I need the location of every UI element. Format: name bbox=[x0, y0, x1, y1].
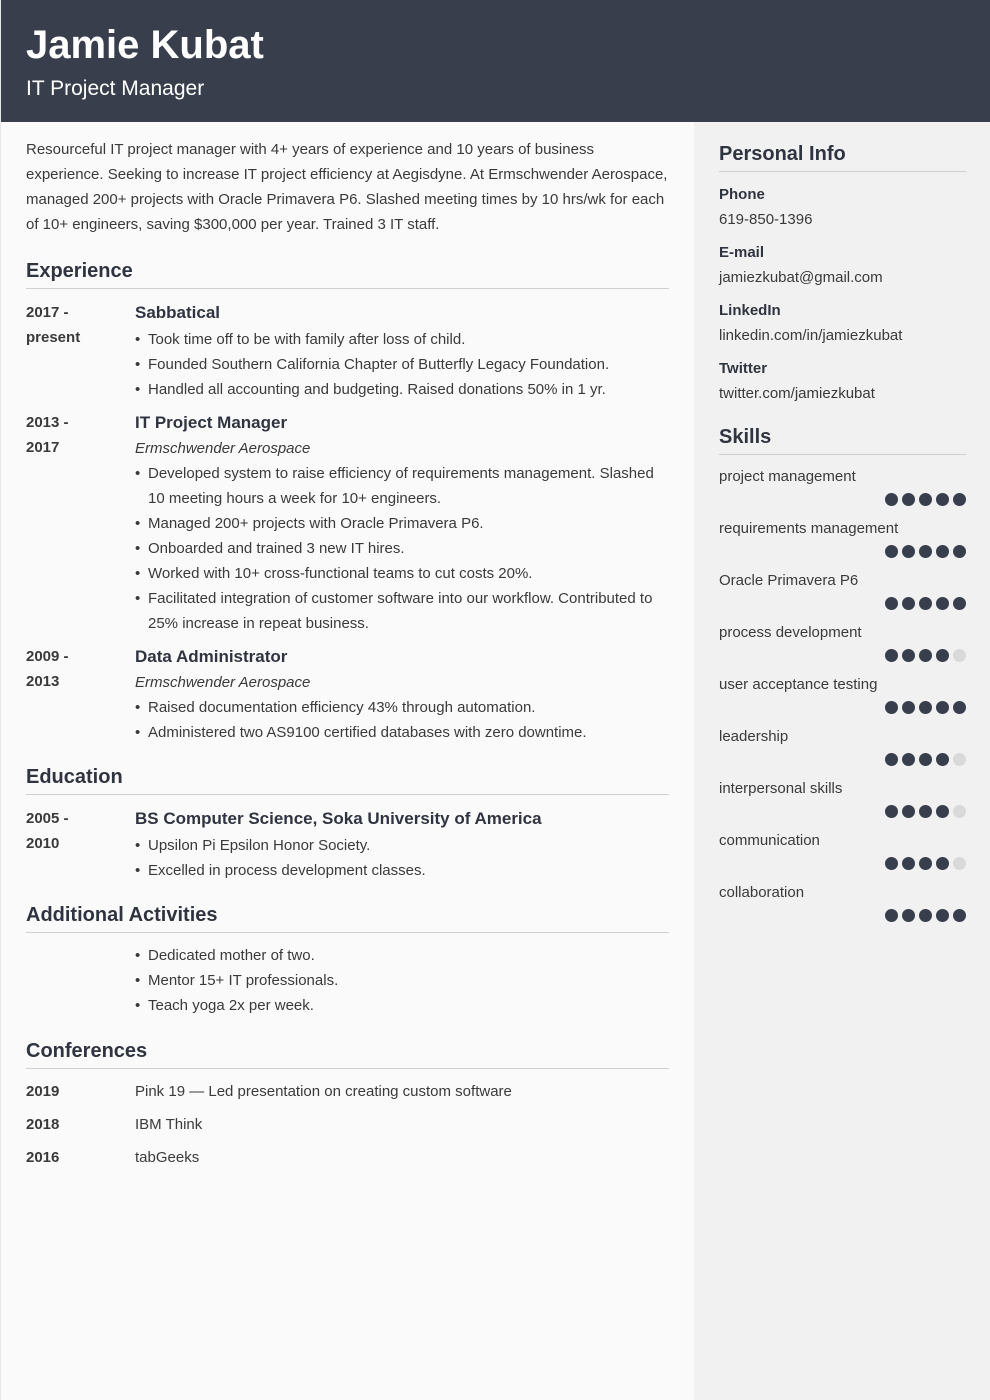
skill-name: interpersonal skills bbox=[719, 780, 843, 797]
rating-dot-filled bbox=[885, 909, 898, 922]
bullet-item: • Facilitated integration of customer software into our workflow. Contributed to 25% increase in repeat business. bbox=[135, 586, 669, 636]
education-heading: Education bbox=[26, 764, 669, 795]
rating-dot-filled bbox=[902, 857, 915, 870]
conference-text: tabGeeks bbox=[135, 1149, 200, 1166]
resume-header bbox=[1, 0, 990, 122]
bullet-item: • Worked with 10+ cross-functional teams to cut costs 20%. bbox=[135, 561, 669, 586]
summary: Resourceful IT project manager with 4+ years of experience and 10 years of business experience. Seeking to increase IT project efficiency at Aegisdyne. At Ermschwender Aerospace, managed 200+ projects with Oracle Primavera P6. Slashed meeting times by 10 hrs/wk for each of 10+ engineers, saving $300,000 per year. Trained 3 IT staff. bbox=[26, 141, 668, 233]
experience-entry bbox=[26, 300, 669, 402]
rating-dot-filled bbox=[953, 701, 966, 714]
skill-name: Oracle Primavera P6 bbox=[719, 572, 859, 589]
skill-rating bbox=[719, 493, 966, 506]
twitter-label: Twitter bbox=[719, 360, 768, 377]
phone-value: 619-850-1396 bbox=[719, 211, 813, 228]
skill-name: process development bbox=[719, 624, 862, 641]
skill-name: user acceptance testing bbox=[719, 676, 878, 693]
main-column bbox=[26, 122, 669, 1168]
bullet-item: • Dedicated mother of two. bbox=[135, 943, 669, 968]
entry-date bbox=[26, 300, 135, 402]
rating-dot-filled bbox=[953, 597, 966, 610]
skill-rating bbox=[719, 545, 966, 558]
bullet-item: • Founded Southern California Chapter of Butterfly Legacy Foundation. bbox=[135, 352, 669, 377]
sidebar bbox=[694, 122, 990, 1400]
company-name: Ermschwender Aerospace bbox=[135, 674, 311, 691]
personal-info-heading: Personal Info bbox=[719, 141, 966, 172]
rating-dot-filled bbox=[936, 909, 949, 922]
skill-name: collaboration bbox=[719, 884, 805, 901]
rating-dot-filled bbox=[953, 545, 966, 558]
job-title: IT Project Manager bbox=[135, 413, 288, 432]
entry-date bbox=[26, 410, 135, 636]
bullet-item: • Mentor 15+ IT professionals. bbox=[135, 968, 669, 993]
entry-date-end: 2010 bbox=[26, 835, 60, 852]
rating-dot-filled bbox=[919, 649, 932, 662]
skill-rating bbox=[719, 805, 966, 818]
skills-section bbox=[719, 424, 966, 922]
email-value: jamiezkubat@gmail.com bbox=[719, 269, 883, 286]
bullet-item: • Excelled in process development classes. bbox=[135, 858, 669, 883]
conference-item bbox=[26, 1148, 669, 1168]
conference-year: 2018 bbox=[26, 1116, 60, 1133]
rating-dot-filled bbox=[902, 753, 915, 766]
linkedin-value: linkedin.com/in/jamiezkubat bbox=[719, 327, 903, 344]
skill-item bbox=[719, 727, 966, 766]
bullet-item: • Administered two AS9100 certified databases with zero downtime. bbox=[135, 720, 669, 745]
rating-dot-filled bbox=[885, 649, 898, 662]
skill-rating bbox=[719, 857, 966, 870]
bullet-list bbox=[135, 943, 669, 1018]
rating-dot-empty bbox=[953, 753, 966, 766]
conference-text: IBM Think bbox=[135, 1116, 203, 1133]
rating-dot-filled bbox=[919, 597, 932, 610]
rating-dot-filled bbox=[936, 493, 949, 506]
rating-dot-filled bbox=[936, 649, 949, 662]
entry-content bbox=[135, 300, 669, 402]
bullet-item: • Raised documentation efficiency 43% through automation. bbox=[135, 695, 669, 720]
skill-item bbox=[719, 467, 966, 506]
activities-heading: Additional Activities bbox=[26, 902, 669, 933]
entry-date-end: 2017 bbox=[26, 439, 60, 456]
skills-heading: Skills bbox=[719, 424, 966, 455]
skill-rating bbox=[719, 753, 966, 766]
education-entry bbox=[26, 806, 669, 883]
skill-item bbox=[719, 831, 966, 870]
conferences-heading: Conferences bbox=[26, 1038, 669, 1069]
entry-date bbox=[26, 644, 135, 745]
rating-dot-filled bbox=[885, 753, 898, 766]
entry-date-end: 2013 bbox=[26, 673, 60, 690]
entry-date bbox=[26, 806, 135, 883]
rating-dot-empty bbox=[953, 805, 966, 818]
phone-label: Phone bbox=[719, 186, 765, 203]
job-title: Data Administrator bbox=[135, 647, 288, 666]
skill-name: requirements management bbox=[719, 520, 899, 537]
entry-date-start: 2017 - bbox=[26, 304, 69, 321]
skill-item bbox=[719, 623, 966, 662]
rating-dot-filled bbox=[936, 597, 949, 610]
rating-dot-filled bbox=[936, 701, 949, 714]
entry-date-end: present bbox=[26, 329, 81, 346]
activities-section bbox=[26, 902, 669, 1018]
rating-dot-filled bbox=[936, 753, 949, 766]
skill-rating bbox=[719, 649, 966, 662]
education-section bbox=[26, 764, 669, 883]
entry-content bbox=[135, 806, 669, 883]
rating-dot-filled bbox=[953, 493, 966, 506]
conference-item bbox=[26, 1082, 669, 1102]
bullet-item: • Developed system to raise efficiency of requirements management. Slashed 10 meeting hours a week for 10+ engineers. bbox=[135, 461, 669, 511]
entry-date-start: 2009 - bbox=[26, 648, 69, 665]
entry-content bbox=[135, 644, 669, 745]
twitter-value: twitter.com/jamiezkubat bbox=[719, 385, 875, 402]
entry-content bbox=[135, 410, 669, 636]
rating-dot-filled bbox=[885, 493, 898, 506]
rating-dot-filled bbox=[919, 805, 932, 818]
bullet-item: • Teach yoga 2x per week. bbox=[135, 993, 669, 1018]
conferences-section bbox=[26, 1038, 669, 1168]
rating-dot-filled bbox=[902, 909, 915, 922]
skill-rating bbox=[719, 909, 966, 922]
skills-list bbox=[719, 467, 966, 922]
rating-dot-empty bbox=[953, 649, 966, 662]
rating-dot-filled bbox=[919, 493, 932, 506]
experience-section bbox=[26, 258, 669, 745]
entry-date-start: 2005 - bbox=[26, 810, 69, 827]
rating-dot-filled bbox=[902, 701, 915, 714]
entry-content bbox=[135, 943, 669, 1018]
rating-dot-filled bbox=[902, 545, 915, 558]
conference-item bbox=[26, 1115, 669, 1135]
company-name: Ermschwender Aerospace bbox=[135, 440, 311, 457]
bullet-list bbox=[135, 833, 669, 883]
skill-item bbox=[719, 519, 966, 558]
bullet-item: • Upsilon Pi Epsilon Honor Society. bbox=[135, 833, 669, 858]
rating-dot-filled bbox=[885, 597, 898, 610]
rating-dot-filled bbox=[885, 701, 898, 714]
candidate-title: IT Project Manager bbox=[26, 77, 205, 100]
conference-year: 2019 bbox=[26, 1083, 60, 1100]
bullet-item: • Managed 200+ projects with Oracle Primavera P6. bbox=[135, 511, 669, 536]
bullet-list bbox=[135, 461, 669, 636]
conference-year: 2016 bbox=[26, 1149, 60, 1166]
skill-name: leadership bbox=[719, 728, 789, 745]
bullet-list bbox=[135, 327, 669, 402]
conference-text: Pink 19 — Led presentation on creating custom software bbox=[135, 1083, 512, 1100]
rating-dot-empty bbox=[953, 857, 966, 870]
linkedin-label: LinkedIn bbox=[719, 302, 781, 319]
rating-dot-filled bbox=[919, 909, 932, 922]
rating-dot-filled bbox=[902, 805, 915, 818]
rating-dot-filled bbox=[902, 493, 915, 506]
degree-title: BS Computer Science, Soka University of America bbox=[135, 809, 542, 828]
skill-name: project management bbox=[719, 468, 856, 485]
experience-entry bbox=[26, 410, 669, 636]
skill-item bbox=[719, 571, 966, 610]
bullet-item: • Onboarded and trained 3 new IT hires. bbox=[135, 536, 669, 561]
email-label: E-mail bbox=[719, 244, 765, 261]
rating-dot-filled bbox=[885, 857, 898, 870]
skill-item bbox=[719, 779, 966, 818]
rating-dot-filled bbox=[902, 649, 915, 662]
rating-dot-filled bbox=[936, 857, 949, 870]
experience-heading: Experience bbox=[26, 258, 669, 289]
skill-name: communication bbox=[719, 832, 820, 849]
rating-dot-filled bbox=[953, 909, 966, 922]
rating-dot-filled bbox=[919, 753, 932, 766]
experience-entry bbox=[26, 644, 669, 745]
skill-item bbox=[719, 883, 966, 922]
rating-dot-filled bbox=[919, 701, 932, 714]
rating-dot-filled bbox=[919, 545, 932, 558]
rating-dot-filled bbox=[902, 597, 915, 610]
rating-dot-filled bbox=[885, 805, 898, 818]
personal-info-section bbox=[719, 141, 966, 404]
skill-rating bbox=[719, 597, 966, 610]
rating-dot-filled bbox=[936, 805, 949, 818]
candidate-name: Jamie Kubat bbox=[26, 23, 264, 67]
rating-dot-filled bbox=[885, 545, 898, 558]
rating-dot-filled bbox=[919, 857, 932, 870]
skill-rating bbox=[719, 701, 966, 714]
skill-item bbox=[719, 675, 966, 714]
activities-entry bbox=[26, 943, 669, 1018]
rating-dot-filled bbox=[936, 545, 949, 558]
job-title: Sabbatical bbox=[135, 303, 221, 322]
entry-date-start: 2013 - bbox=[26, 414, 69, 431]
bullet-item: • Handled all accounting and budgeting. Raised donations 50% in 1 yr. bbox=[135, 377, 669, 402]
bullet-item: • Took time off to be with family after loss of child. bbox=[135, 327, 669, 352]
bullet-list bbox=[135, 695, 669, 745]
